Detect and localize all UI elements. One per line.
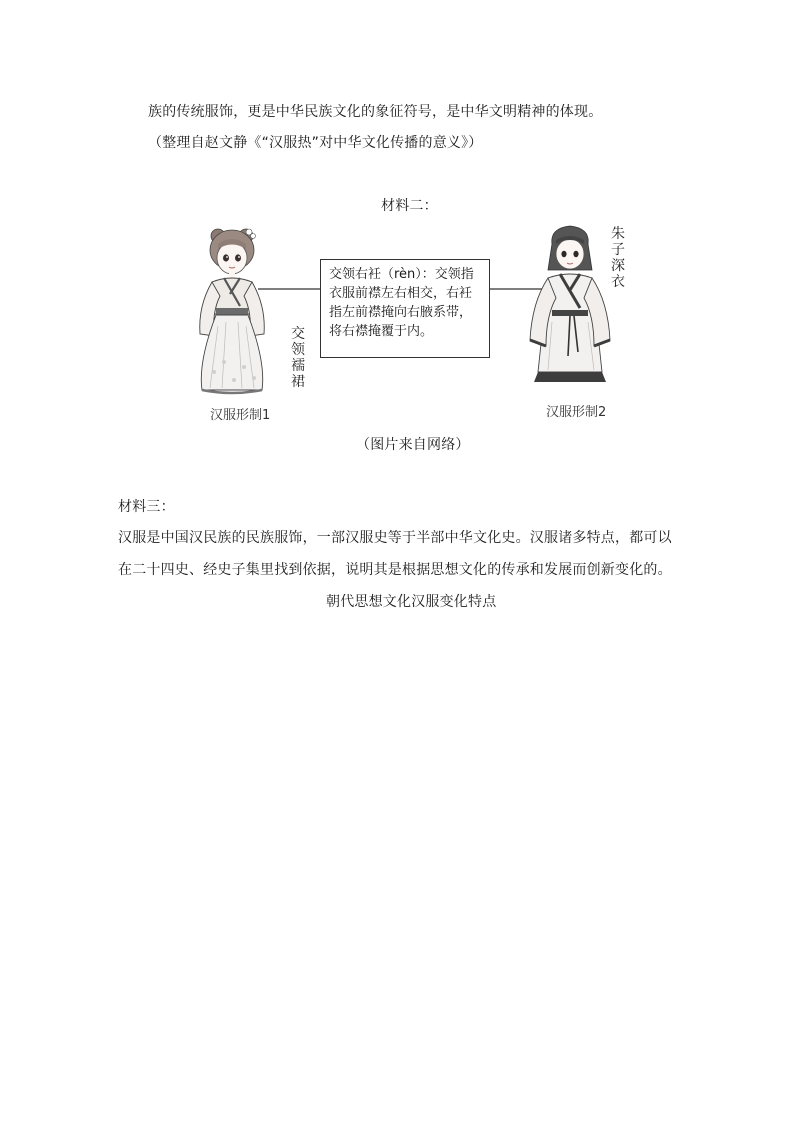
intro-text-line: 族的传统服饰，更是中华民族文化的象征符号，是中华文明精神的体现。 [148,104,603,120]
source-citation: （整理自赵文静《“汉服热”对中华文化传播的意义》） [148,135,483,151]
figure-2-label-char: 深 [611,258,625,274]
material-3-text-line: 汉服是中国汉民族的民族服饰，一部汉服史等于半部中华文化史。汉服诸多特点，都可以 [118,530,672,546]
figure-1-vertical-label [290,326,306,390]
figure-2-caption: 汉服形制2 [546,405,607,420]
material-2-heading: 材料二： [381,198,438,214]
figure-1-label-char: 裙 [291,374,305,390]
image-source-note: （图片来自网络） [356,437,470,453]
figure-2-label-char: 子 [611,242,625,258]
figure-1-label-char: 交 [291,326,305,342]
material-3-heading: 材料三： [118,499,175,515]
figure-2-boy-illustration [530,226,610,382]
hanfu-figure [196,222,636,432]
figure-2-label-char: 衣 [611,274,625,290]
definition-box: 交领右衽（rèn）：交领指衣服前襟左右相交，右衽指左前襟掩向右腋系带，将右襟掩覆于内。 [320,259,490,358]
figure-2-vertical-label [610,226,626,290]
material-3-text-line: 在二十四史、经史子集里找到依据，说明其是根据思想文化的传承和发展而创新变化的。 [118,562,672,578]
figure-2-label-char: 朱 [611,226,625,242]
figure-1-label-char: 襦 [291,358,305,374]
figure-1-caption: 汉服形制1 [210,408,271,423]
figure-1-girl-illustration [200,229,265,393]
table-header-row: 朝代思想文化汉服变化特点 [326,594,497,610]
figure-1-label-char: 领 [291,342,305,358]
